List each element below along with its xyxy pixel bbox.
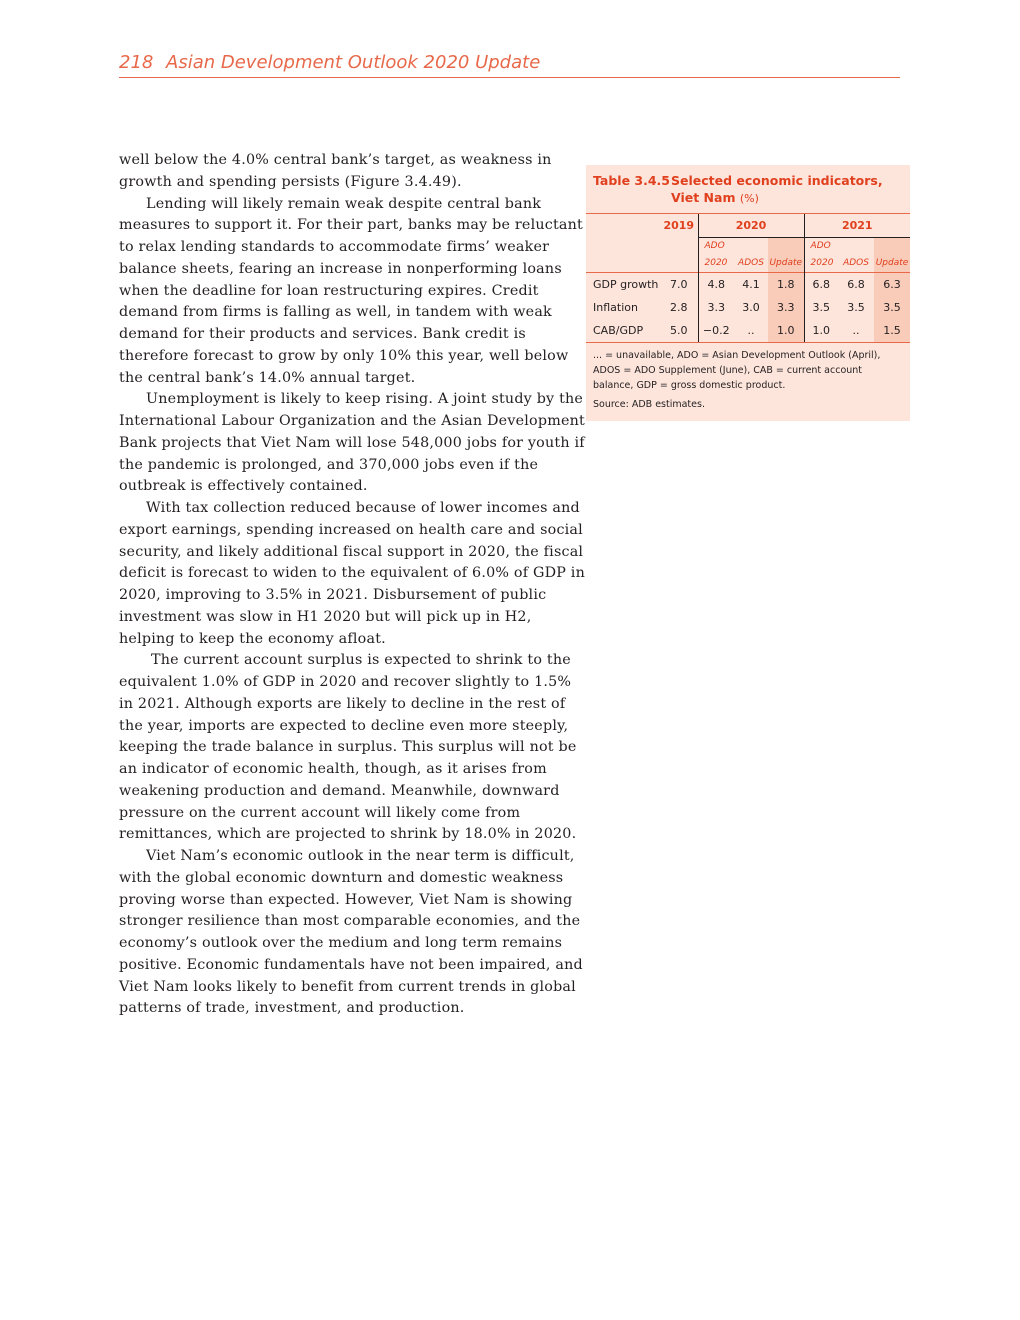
- cell: 6.8: [804, 273, 838, 297]
- col-ados-2020: ADOS: [738, 258, 764, 268]
- paragraph: Unemployment is likely to keep rising. A joint study by the International Labour Organization and the Asian Development Bank projects that Viet Nam will lose 548,000 jobs for youth if the pandemic is prolonged, and 370,000 jobs even if the outbreak is effectively contained.: [119, 391, 585, 495]
- year-2019: 2019: [660, 214, 698, 238]
- table-row-cab-gdp: [586, 319, 910, 343]
- cell: ..: [734, 319, 768, 343]
- table-row-inflation: [586, 296, 910, 319]
- cell: −0.2: [698, 319, 734, 343]
- cell: 6.3: [874, 273, 910, 297]
- paragraph: well below the 4.0% central bank’s target, as weakness in growth and spending persists (Figure 3.4.49).: [119, 152, 552, 190]
- cell: 3.5: [874, 296, 910, 319]
- col-update-2020: Update: [768, 238, 804, 273]
- row-label: GDP growth: [586, 273, 660, 297]
- col-update-2021: Update: [874, 238, 910, 273]
- cell: 4.1: [734, 273, 768, 297]
- indicators-table: [586, 213, 910, 343]
- paragraph: The current account surplus is expected to shrink to the equivalent 1.0% of GDP in 2020 and recover slightly to 1.5% in 2021. Although exports are likely to decline in the rest of the year, imports are expected to decline even more steeply, keeping the trade balance in surplus. This surplus will not be an indicator of economic health, though, as it arises from weakening production and demand. Meanwhile, downward pressure on the current account will likely come from remittances, which are projected to shrink by 18.0% in 2020.: [119, 652, 577, 843]
- col-ado-2021: ADO 2020: [804, 238, 838, 273]
- col-ados-2021: ADOS: [843, 258, 869, 268]
- paragraph: Viet Nam’s economic outlook in the near term is difficult, with the global economic downturn and domestic weakness proving worse than expected. However, Viet Nam is showing stronger resilience than most comparable economies, and the economy’s outlook over the medium and long term remains positive. Economic fundamentals have not been impaired, and Viet Nam looks likely to benefit from current trends in global patterns of trade, investment, and production.: [119, 848, 583, 1017]
- table-footnote: ... = unavailable, ADO = Asian Development Outlook (April), ADOS = ADO Supplement (June), CAB = current account balance, GDP = gross domestic product.: [593, 350, 881, 391]
- cell: 3.5: [847, 301, 865, 314]
- table-title-text: Selected economic indicators, Viet Nam: [671, 173, 883, 205]
- cell: 3.3: [698, 296, 734, 319]
- body-text: [119, 150, 589, 1020]
- cell: 4.8: [698, 273, 734, 297]
- publication-title: Asian Development Outlook 2020 Update: [166, 52, 541, 73]
- cell: 2.8: [670, 301, 688, 314]
- table-label: Table 3.4.5: [593, 173, 671, 188]
- table-notes: [593, 348, 893, 412]
- table-row-gdp-growth: [586, 273, 910, 297]
- table-title: [671, 172, 901, 207]
- year-2020: 2020: [698, 214, 804, 238]
- page-number: 218: [119, 52, 154, 73]
- sub-header-row: [586, 238, 910, 273]
- row-label: CAB/GDP: [586, 319, 660, 343]
- year-header-row: [586, 214, 910, 238]
- paragraph: With tax collection reduced because of lower incomes and export earnings, spending increased on health care and social security, and likely additional fiscal support in 2020, the fiscal deficit is forecast to widen to the equivalent of 6.0% of GDP in 2020, improving to 3.5% in 2021. Disbursement of public investment was slow in H1 2020 but will pick up in H2, helping to keep the economy afloat.: [119, 500, 585, 647]
- cell: 3.3: [768, 296, 804, 319]
- cell: 1.8: [768, 273, 804, 297]
- table-unit: (%): [739, 192, 759, 205]
- cell: 1.0: [768, 319, 804, 343]
- cell: 5.0: [660, 319, 698, 343]
- cell: 3.0: [742, 301, 760, 314]
- row-label: Inflation: [593, 301, 638, 314]
- cell: ..: [838, 319, 874, 343]
- cell: 3.5: [804, 296, 838, 319]
- paragraph: Lending will likely remain weak despite central bank measures to support it. For their part, banks may be reluctant to relax lending standards to accommodate firms’ weaker balance sheets, fearing an increase in nonperforming loans when the deadline for loan restructuring expires. Credit demand from firms is falling as well, in tandem with weak demand for their products and services. Bank credit is therefore forecast to grow by only 10% this year, well below the central bank’s 14.0% annual target.: [119, 195, 583, 386]
- running-header: [119, 52, 900, 78]
- cell: 1.5: [874, 319, 910, 343]
- cell: 7.0: [660, 273, 698, 297]
- year-2021: 2021: [804, 214, 910, 238]
- cell: 1.0: [804, 319, 838, 343]
- indicators-table-box: [586, 165, 910, 421]
- col-ado-2020: ADO 2020: [698, 238, 734, 273]
- table-source: Source: ADB estimates.: [593, 399, 705, 410]
- cell: 6.8: [838, 273, 874, 297]
